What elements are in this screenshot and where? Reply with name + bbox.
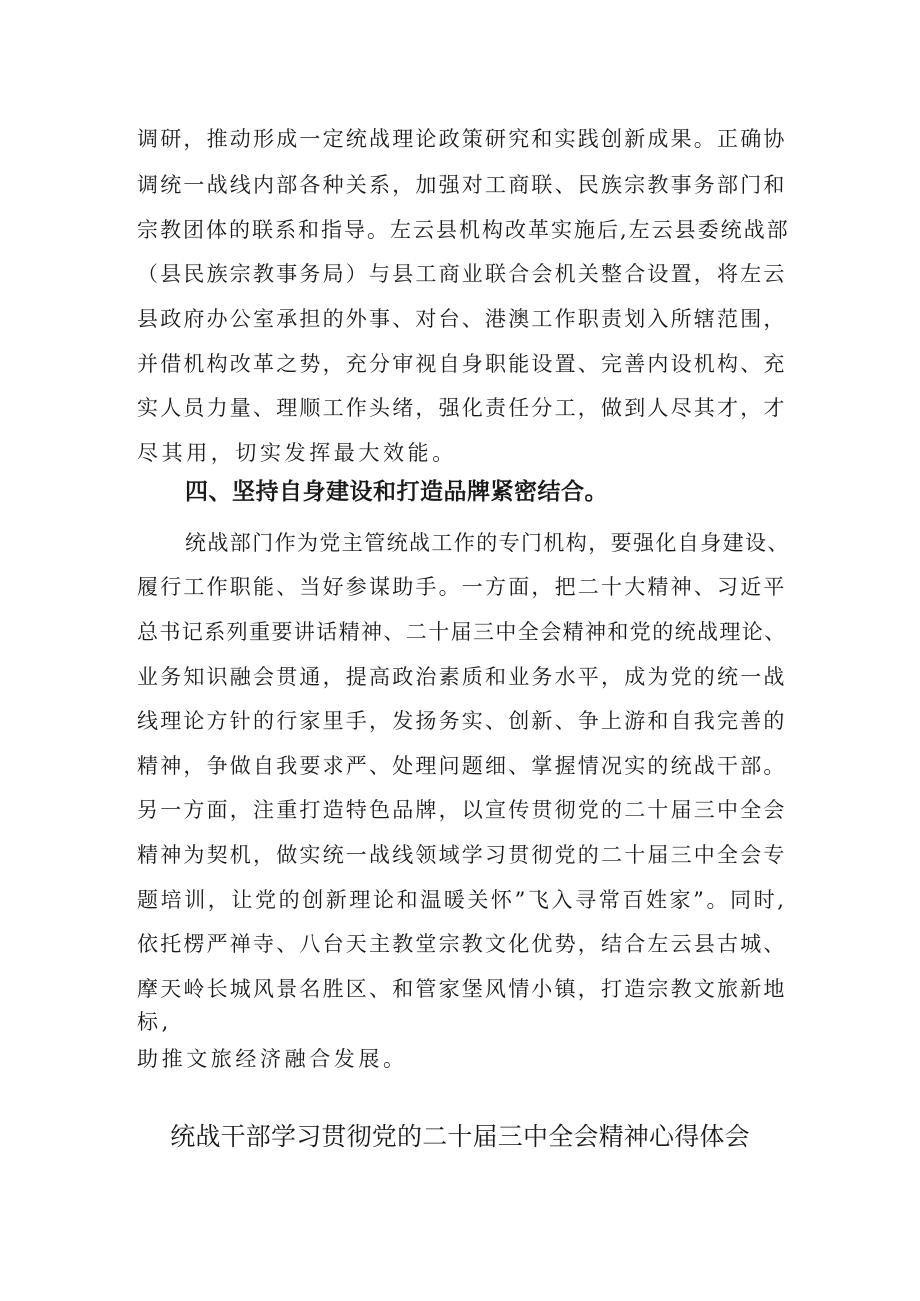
paragraph-line: 尽其用，切实发挥最大效能。 [137, 441, 457, 465]
paragraph-line: 标, [137, 1010, 172, 1034]
paragraph-line: 宗教团体的联系和指导。左云县机构改革实施后,左云县委统战部 [137, 218, 790, 242]
paragraph-line: 题培训，让党的创新理论和温暖关怀”飞入寻常百姓家”。同时, [137, 888, 787, 912]
paragraph-line: （县民族宗教事务局）与县工商业联合会机关整合设置，将左云 [137, 262, 787, 286]
paragraph-line: 统战部门作为党主管统战工作的专门机构，要强化自身建设、 [185, 531, 790, 555]
paragraph-line: 依托楞严禅寺、八台天主教堂宗教文化优势，结合左云县古城、 [137, 932, 787, 956]
paragraph-line: 总书记系列重要讲话精神、二十届三中全会精神和党的统战理论、 [137, 620, 787, 644]
paragraph-line: 履行工作职能、当好参谋助手。一方面，把二十大精神、习近平 [137, 575, 787, 599]
paragraph-line: 县政府办公室承担的外事、对台、港澳工作职责划入所辖范围， [137, 307, 787, 331]
section-four-heading: 四、坚持自身建设和打造品牌紧密结合。 [185, 479, 608, 505]
paragraph-line: 实人员力量、理顺工作头绪，强化责任分工，做到人尽其才，才 [137, 396, 787, 420]
paragraph-line: 调统一战线内部各种关系，加强对工商联、民族宗教事务部门和 [137, 173, 787, 197]
paragraph-line: 调研，推动形成一定统战理论政策研究和实践创新成果。正确协 [137, 127, 787, 151]
paragraph-line: 另一方面，注重打造特色品牌，以宣传贯彻党的二十届三中全会 [137, 798, 787, 822]
paragraph-line: 精神为契机，做实统一战线领域学习贯彻党的二十届三中全会专 [137, 843, 787, 867]
paragraph-line: 线理论方针的行家里手，发扬务实、创新、争上游和自我完善的 [137, 709, 787, 733]
paragraph-line: 业务知识融会贯通，提高政治素质和业务水平，成为党的统一战 [137, 665, 787, 689]
paragraph-line: 摩天岭长城风景名胜区、和管家堡风情小镇，打造宗教文旅新地 [137, 977, 787, 1001]
document-title: 统战干部学习贯彻党的二十届三中全会精神心得体会 [170, 1122, 750, 1151]
paragraph-line: 助推文旅经济融合发展。 [137, 1047, 408, 1071]
paragraph-line: 并借机构改革之势，充分审视自身职能设置、完善内设机构、充 [137, 352, 787, 376]
paragraph-line: 精神，争做自我要求严、处理问题细、掌握情况实的统战干部。 [137, 754, 787, 778]
